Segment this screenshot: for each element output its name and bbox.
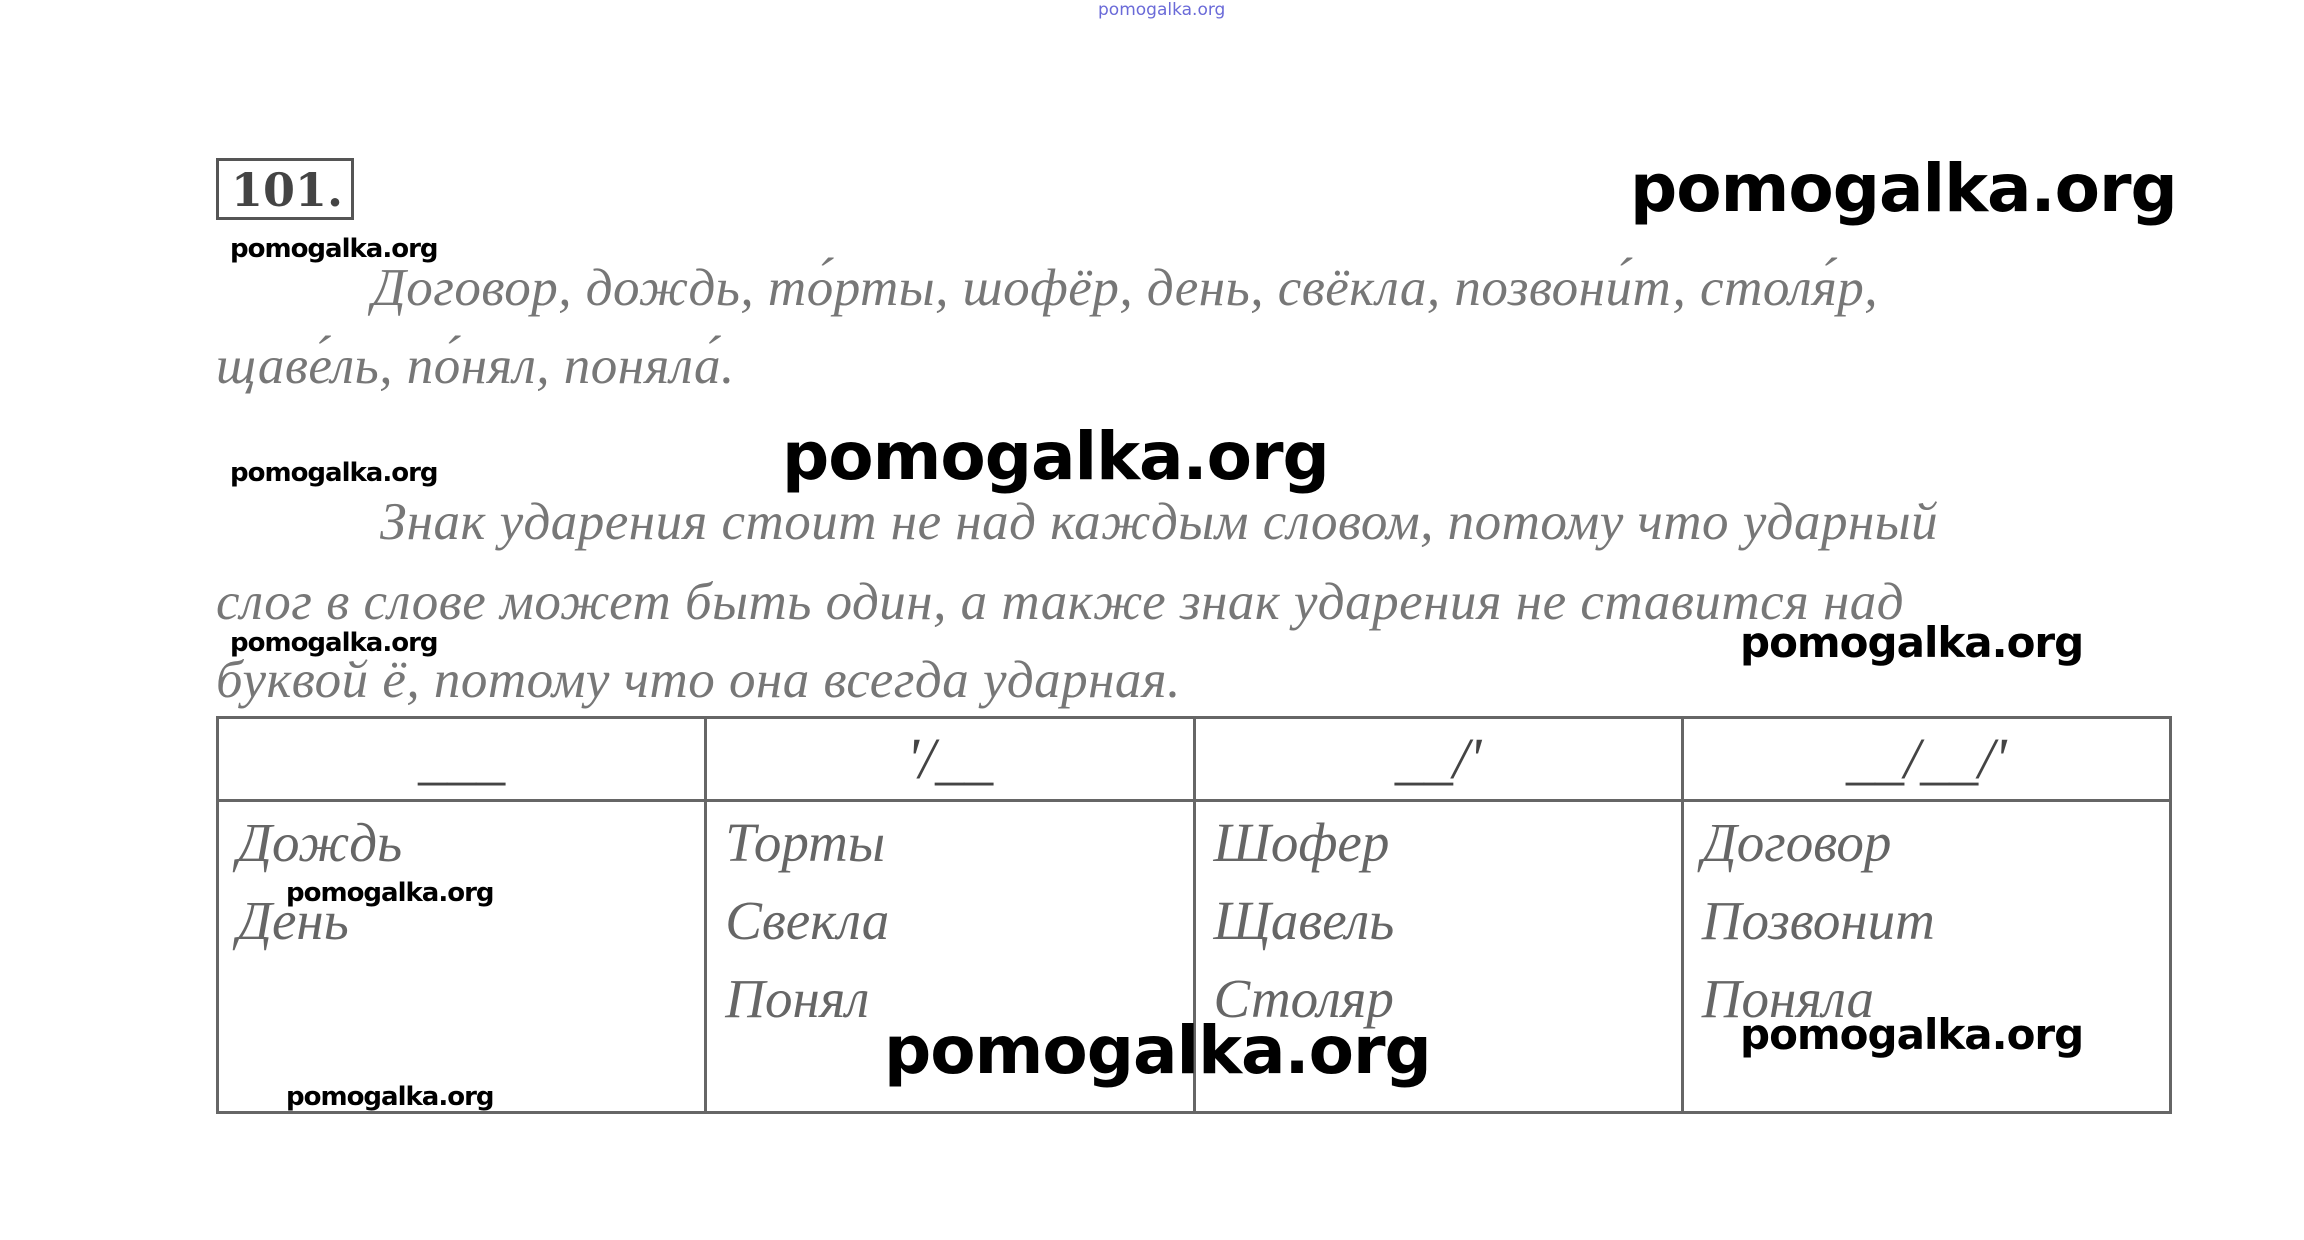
watermark-small: pomogalka.org (230, 234, 438, 264)
watermark-large: pomogalka.org (1630, 150, 2177, 227)
top-watermark: pomogalka.org (1098, 0, 1226, 20)
word: Позвонит (1701, 890, 1935, 951)
word: Поняла (1701, 968, 1874, 1029)
word: День (237, 890, 349, 951)
watermark-small: pomogalka.org (230, 458, 438, 488)
word: Свекла (725, 890, 890, 951)
table-cell (218, 801, 706, 1113)
table-header: __/__/ʹ (1682, 718, 2170, 801)
watermark-small: pomogalka.org (286, 1082, 494, 1112)
word: Столяр (1213, 968, 1394, 1029)
paragraph2-line1: Знак ударения стоит не над каждым словом, потому что ударный (380, 493, 1939, 551)
watermark-large: pomogalka.org (884, 1012, 1431, 1089)
word: Дождь (237, 812, 403, 873)
paragraph1-line1: Договор, дождь, то́рты, шофёр, день, свёкла, позвони́т, столя́р, (372, 259, 1879, 317)
word: Понял (725, 968, 870, 1029)
word: Шофер (1213, 812, 1390, 873)
word: Щавель (1213, 890, 1395, 951)
watermark-medium: pomogalka.org (1740, 618, 2084, 667)
paragraph1-line2: щаве́ль, по́нял, поняла́. (216, 337, 735, 395)
table-header: ___ (218, 718, 706, 801)
paragraph2-line2: слог в слове может быть один, а также знак ударения не ставится над (216, 573, 1905, 631)
watermark-large: pomogalka.org (782, 418, 1329, 495)
table-header: ʹ/__ (706, 718, 1194, 801)
word: Договор (1701, 812, 1892, 873)
exercise-number: 101. (216, 158, 354, 220)
paragraph2-line3: буквой ё, потому что она всегда ударная. (216, 651, 1181, 709)
table-cell (1682, 801, 2170, 1113)
watermark-small: pomogalka.org (230, 628, 438, 658)
table-header: __/ʹ (1194, 718, 1682, 801)
watermark-small: pomogalka.org (286, 878, 494, 908)
watermark-medium: pomogalka.org (1740, 1010, 2084, 1059)
word: Торты (725, 812, 886, 873)
table-header-row (218, 718, 2171, 801)
